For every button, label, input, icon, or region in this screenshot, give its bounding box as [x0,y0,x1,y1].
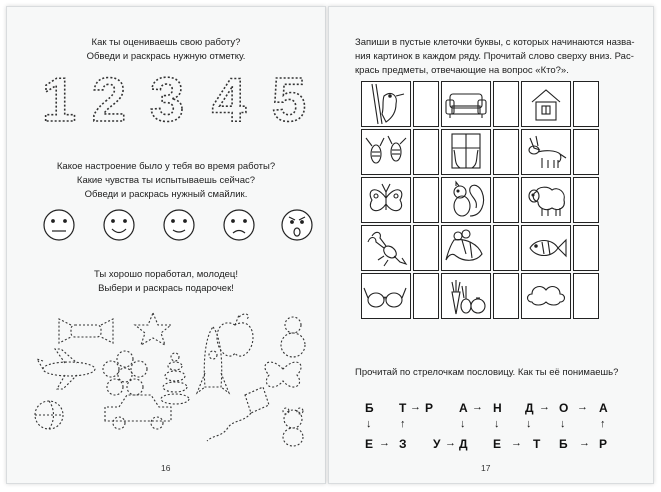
grade-3[interactable]: 3 [149,66,185,135]
proverb-letter-bottom-1: Е [365,437,374,451]
answer-box[interactable] [413,81,439,127]
picture-cell [441,81,491,127]
mood-question: Какое настроение было у тебя во время работы? [56,161,276,172]
page-number-right: 17 [481,463,491,473]
proverb-letter-bottom-3: У [433,437,441,451]
butterfly-icon [362,178,410,222]
left-page [6,6,326,484]
right-page [328,6,654,484]
arrow-right-icon: → [577,401,588,413]
proverb-letter-top-1: Б [365,401,374,415]
picture-cell [521,129,571,175]
page-number-left: 16 [161,463,171,473]
task-text-line-2: ния картинок в каждом ряду. Прочитай слово сверху вниз. Рас- [355,51,634,62]
toy-figure-icon[interactable] [281,317,305,357]
fish-icon [522,226,570,270]
smiley-row [7,207,325,247]
gift-instruction: Выбери и раскрась подарочек! [98,283,234,294]
arrow-up-icon: ↑ [400,418,406,430]
proverb-letter-bottom-7: Б [559,437,568,451]
picture-cell [361,81,411,127]
arrow-down-icon: ↓ [494,418,500,430]
dotted-grades [7,65,325,135]
glasses-icon [362,274,410,318]
proverb-letter-top-8: А [599,401,608,415]
arrow-right-icon: → [579,437,590,449]
squirrel-icon [442,178,490,222]
picture-cell [361,225,411,271]
proverb-letter-top-5: Н [493,401,502,415]
answer-box[interactable] [573,225,599,271]
arrow-right-icon: → [472,401,483,413]
picture-cell [521,177,571,223]
arrow-down-icon: ↓ [526,418,532,430]
smiley-neutral-icon[interactable] [44,210,74,240]
window-icon [442,130,490,174]
arrow-right-icon: → [539,401,550,413]
woodpecker-icon [362,82,410,126]
answer-box[interactable] [493,273,519,319]
pyramid-toy-icon[interactable] [161,353,189,404]
proverb-letter-bottom-5: Е [493,437,502,451]
sheep-icon [522,178,570,222]
kite-icon[interactable] [207,387,269,441]
answer-box[interactable] [493,225,519,271]
butterfly-toy-icon[interactable] [265,362,301,387]
smiley-angry-icon[interactable] [282,210,312,240]
proverb-task-text: Прочитай по стрелочкам пословицу. Как ты её понимаешь? [355,367,619,378]
dotted-gifts [7,303,325,453]
rocket-icon[interactable] [197,327,229,393]
vegetables-icon [442,274,490,318]
flower-icon[interactable] [103,351,147,395]
feelings-question: Какие чувства ты испытываешь сейчас? [76,175,256,186]
arrow-right-icon: → [410,401,421,413]
candy-icon[interactable] [59,319,113,343]
picture-cell [521,81,571,127]
arrow-up-icon: ↑ [600,418,606,430]
answer-box[interactable] [573,129,599,175]
self-assessment-question: Как ты оцениваешь свою работу? [91,37,241,48]
task-text-line-3: крась предметы, отвечающие на вопрос «Кто?». [355,65,569,76]
airplane-icon[interactable] [37,349,95,389]
proverb-letter-top-4: А [459,401,468,415]
smiley-smile-icon[interactable] [164,210,194,240]
sofa-icon [442,82,490,126]
picture-cell [521,225,571,271]
self-assessment-instruction: Обведи и раскрась нужную отметку. [86,51,246,62]
crayfish-icon [362,226,410,270]
proverb-letter-bottom-2: З [399,437,407,451]
smiley-happy-icon[interactable] [104,210,134,240]
arrow-down-icon: ↓ [460,418,466,430]
teddy-bear-icon[interactable] [283,408,303,446]
grade-4[interactable]: 4 [211,66,247,135]
picture-cell [441,177,491,223]
answer-box[interactable] [413,273,439,319]
smiley-sad-icon[interactable] [224,210,254,240]
star-icon[interactable] [135,313,171,345]
grade-2[interactable]: 2 [91,66,127,135]
ball-icon[interactable] [35,401,63,429]
grade-1[interactable]: 1 [41,66,77,135]
answer-box[interactable] [413,129,439,175]
picture-cell [361,177,411,223]
answer-box[interactable] [573,273,599,319]
proverb-letter-bottom-6: Т [533,437,541,451]
picture-cell [441,129,491,175]
cornucopia-icon [442,226,490,270]
arrow-right-icon: → [445,437,456,449]
cloud-icon [522,274,570,318]
proverb-letter-top-2: Т [399,401,407,415]
smiley-instruction: Обведи и раскрась нужный смайлик. [84,189,248,200]
answer-box[interactable] [493,129,519,175]
task-text-line-1: Запиши в пустые клеточки буквы, с которых начинаются назва- [355,37,635,48]
grade-5[interactable]: 5 [271,66,307,135]
proverb-letter-top-7: О [559,401,569,415]
praise-text: Ты хорошо поработал, молодец! [94,269,238,280]
toy-car-icon[interactable] [105,395,171,429]
arrow-right-icon: → [379,437,390,449]
answer-box[interactable] [413,177,439,223]
apple-icon[interactable] [217,314,253,356]
picture-cell [361,129,411,175]
donkey-icon [522,130,570,174]
proverb-letter-top-6: Д [525,401,534,415]
picture-cell [361,273,411,319]
picture-cell [441,273,491,319]
answer-box[interactable] [493,81,519,127]
answer-box[interactable] [413,225,439,271]
picture-cell [521,273,571,319]
proverb-letter-top-3: Р [425,401,434,415]
arrow-down-icon: ↓ [366,418,372,430]
arrow-right-icon: → [511,437,522,449]
proverb-letter-bottom-4: Д [459,437,468,451]
arrow-down-icon: ↓ [560,418,566,430]
wasps-icon [362,130,410,174]
answer-box[interactable] [573,177,599,223]
picture-cell [441,225,491,271]
house-icon [522,82,570,126]
answer-box[interactable] [493,177,519,223]
proverb-letter-bottom-8: Р [599,437,608,451]
answer-box[interactable] [573,81,599,127]
